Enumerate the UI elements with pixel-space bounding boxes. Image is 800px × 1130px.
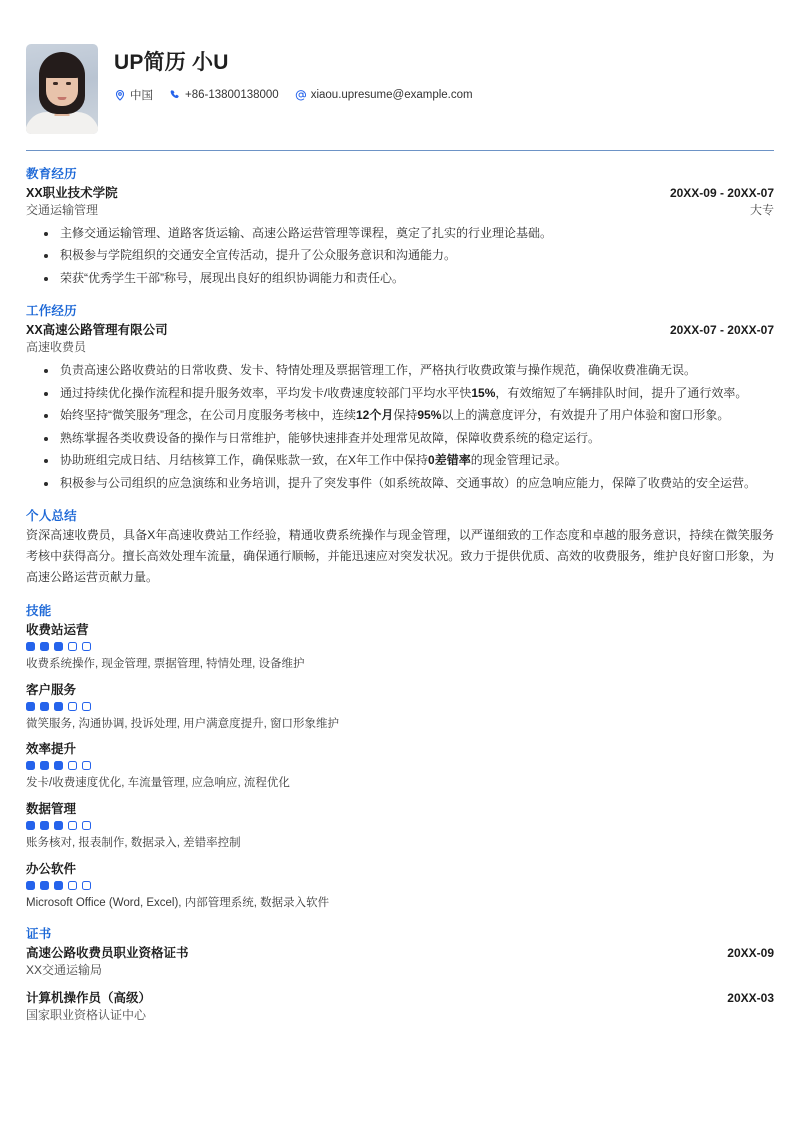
skill-dot-filled bbox=[54, 881, 63, 890]
skill-level-meter bbox=[26, 642, 774, 651]
skill-dot-empty bbox=[68, 702, 77, 711]
skill-dot-filled bbox=[54, 642, 63, 651]
skill-item bbox=[26, 739, 774, 792]
skill-description: 收费系统操作, 现金管理, 票据管理, 特情处理, 设备维护 bbox=[26, 657, 305, 670]
contact-row bbox=[114, 87, 774, 103]
bullet-item: 熟练掌握各类收费设备的操作与日常维护，能够快速排查并处理常见故障，保障收费系统的稳定运行。 bbox=[26, 429, 774, 448]
certificate-item bbox=[26, 943, 774, 978]
section-work bbox=[26, 301, 774, 493]
skill-dot-empty bbox=[82, 761, 91, 770]
skill-item bbox=[26, 799, 774, 852]
skill-dot-empty bbox=[68, 881, 77, 890]
certificate-name: 计算机操作员（高级） bbox=[26, 991, 152, 1006]
location-pin-icon bbox=[114, 89, 126, 101]
skill-level-meter bbox=[26, 702, 774, 711]
education-entry bbox=[26, 183, 774, 288]
section-title-education: 教育经历 bbox=[26, 167, 77, 181]
skill-level-meter bbox=[26, 761, 774, 770]
contact-email bbox=[295, 89, 473, 101]
skill-level-meter bbox=[26, 881, 774, 890]
certificate-item bbox=[26, 988, 774, 1023]
skill-description: Microsoft Office (Word, Excel), 内部管理系统, 数据录入软件 bbox=[26, 896, 330, 909]
bullet-item: 负责高速公路收费站的日常收费、发卡、特情处理及票据管理工作，严格执行收费政策与操作规范，确保收费准确无误。 bbox=[26, 361, 774, 380]
work-bullets bbox=[26, 361, 774, 493]
skill-item bbox=[26, 680, 774, 733]
bullet-item: 积极参与公司组织的应急演练和业务培训，提升了突发事件（如系统故障、交通事故）的应急响应能力，保障了收费站的安全运营。 bbox=[26, 474, 774, 493]
contact-phone-value: +86-13800138000 bbox=[185, 89, 279, 102]
skill-description: 发卡/收费速度优化, 车流量管理, 应急响应, 流程优化 bbox=[26, 777, 290, 790]
skill-item bbox=[26, 859, 774, 912]
skill-dot-filled bbox=[26, 881, 35, 890]
skill-dot-filled bbox=[40, 642, 49, 651]
education-date: 20XX-09 - 20XX-07 bbox=[669, 186, 774, 200]
skill-dot-filled bbox=[54, 702, 63, 711]
skill-level-meter bbox=[26, 821, 774, 830]
certificate-name: 高速公路收费员职业资格证书 bbox=[26, 946, 189, 961]
bullet-item: 积极参与学院组织的交通安全宣传活动，提升了公众服务意识和沟通能力。 bbox=[26, 246, 774, 265]
skill-dot-filled bbox=[26, 821, 35, 830]
contact-email-value: xiaou.upresume@example.com bbox=[310, 89, 473, 102]
skill-dot-empty bbox=[68, 761, 77, 770]
bullet-item: 荣获“优秀学生干部”称号，展现出良好的组织协调能力和责任心。 bbox=[26, 269, 774, 288]
skill-dot-filled bbox=[40, 821, 49, 830]
skill-dot-empty bbox=[82, 702, 91, 711]
skill-description: 账务核对, 报表制作, 数据录入, 差错率控制 bbox=[26, 836, 241, 849]
skill-dot-empty bbox=[82, 642, 91, 651]
candidate-name: UP简历 小U bbox=[114, 51, 229, 74]
section-education bbox=[26, 164, 774, 288]
skill-dot-filled bbox=[54, 821, 63, 830]
skill-dot-filled bbox=[54, 761, 63, 770]
certificate-issuer: XX交通运输局 bbox=[26, 963, 103, 978]
skill-description: 微笑服务, 沟通协调, 投诉处理, 用户满意度提升, 窗口形象维护 bbox=[26, 717, 340, 730]
bullet-item: 通过持续优化操作流程和提升服务效率，平均发卡/收费速度较部门平均水平快15%，有效缩短了车辆排队时间，提升了通行效率。 bbox=[26, 384, 774, 403]
profile-photo bbox=[26, 44, 98, 134]
certificates-list bbox=[26, 943, 774, 1023]
work-position: 高速收费员 bbox=[26, 340, 87, 355]
email-at-icon bbox=[295, 89, 307, 101]
section-certificates bbox=[26, 924, 774, 1023]
contact-location-value: 中国 bbox=[130, 90, 153, 103]
skill-name: 数据管理 bbox=[26, 801, 77, 816]
education-degree: 大专 bbox=[749, 203, 774, 217]
skill-dot-filled bbox=[40, 881, 49, 890]
section-title-skills: 技能 bbox=[26, 603, 52, 618]
education-major: 交通运输管理 bbox=[26, 203, 99, 217]
skill-dot-filled bbox=[26, 761, 35, 770]
education-school: XX职业技术学院 bbox=[26, 186, 118, 200]
skill-name: 效率提升 bbox=[26, 742, 77, 757]
skill-name: 客户服务 bbox=[26, 682, 77, 697]
skill-name: 办公软件 bbox=[26, 861, 77, 876]
skill-dot-empty bbox=[82, 881, 91, 890]
skill-dot-filled bbox=[26, 702, 35, 711]
skill-dot-filled bbox=[40, 702, 49, 711]
section-title-summary: 个人总结 bbox=[26, 508, 77, 523]
section-title-work: 工作经历 bbox=[26, 304, 77, 319]
section-title-certificates: 证书 bbox=[26, 927, 52, 942]
education-bullets bbox=[26, 224, 774, 288]
summary-text: 资深高速收费员，具备X年高速收费站工作经验，精通收费系统操作与现金管理，以严谨细致的工作态度和卓越的服务意识，持续在微笑服务考核中获得高分。擅长高效处理车流量，确保通行顺畅，并能迅速应对突发状况。致力于提供优质、高效的收费服务，维护良好窗口形象，为高速公路运营贡献力量。 bbox=[26, 527, 774, 584]
bullet-item: 主修交通运输管理、道路客货运输、高速公路运营管理等课程，奠定了扎实的行业理论基础。 bbox=[26, 224, 774, 243]
header-divider bbox=[26, 150, 774, 151]
bullet-item: 始终坚持“微笑服务”理念，在公司月度服务考核中，连续12个月保持95%以上的满意度评分，有效提升了用户体验和窗口形象。 bbox=[26, 406, 774, 425]
section-summary bbox=[26, 506, 774, 588]
work-date: 20XX-07 - 20XX-07 bbox=[669, 323, 774, 338]
skill-dot-empty bbox=[82, 821, 91, 830]
certificate-issuer: 国家职业资格认证中心 bbox=[26, 1008, 147, 1023]
skill-item bbox=[26, 620, 774, 673]
section-skills bbox=[26, 601, 774, 911]
skill-dot-empty bbox=[68, 642, 77, 651]
resume-header bbox=[26, 44, 774, 144]
contact-phone bbox=[169, 89, 279, 101]
certificate-date: 20XX-03 bbox=[727, 991, 774, 1006]
skill-dot-filled bbox=[40, 761, 49, 770]
work-company: XX高速公路管理有限公司 bbox=[26, 323, 168, 338]
contact-location bbox=[114, 87, 153, 103]
skill-dot-empty bbox=[68, 821, 77, 830]
skill-name: 收费站运营 bbox=[26, 622, 89, 637]
skills-list bbox=[26, 620, 774, 911]
phone-icon bbox=[169, 89, 181, 101]
work-entry bbox=[26, 320, 774, 493]
bullet-item: 协助班组完成日结、月结核算工作，确保账款一致，在X年工作中保持0差错率的现金管理记录。 bbox=[26, 451, 774, 470]
skill-dot-filled bbox=[26, 642, 35, 651]
certificate-date: 20XX-09 bbox=[727, 946, 774, 961]
